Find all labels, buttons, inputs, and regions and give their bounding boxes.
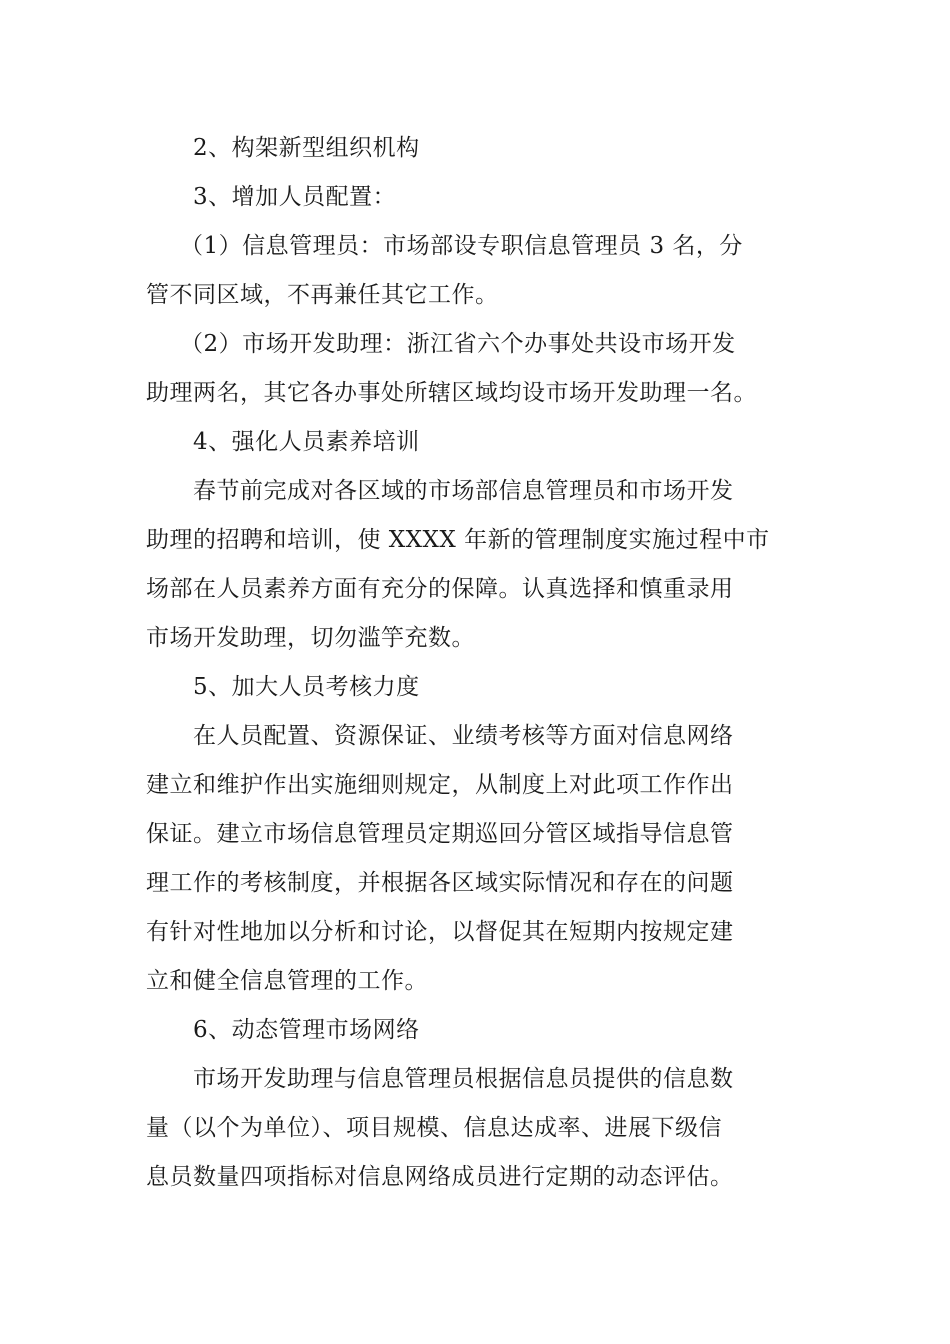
paragraph-line: 有针对性地加以分析和讨论，以督促其在短期内按规定建 bbox=[146, 919, 734, 945]
paragraph-line: 理工作的考核制度，并根据各区域实际情况和存在的问题 bbox=[146, 870, 734, 896]
paragraph-line: 助理的招聘和培训，使 XXXX 年新的管理制度实施过程中市 bbox=[146, 527, 770, 553]
section-heading-3: 3、增加人员配置： bbox=[193, 184, 397, 210]
paragraph-line: 息员数量四项指标对信息网络成员进行定期的动态评估。 bbox=[146, 1164, 734, 1190]
paragraph-line: 助理两名，其它各办事处所辖区域均设市场开发助理一名。 bbox=[146, 380, 757, 406]
paragraph-line: 场部在人员素养方面有充分的保障。认真选择和慎重录用 bbox=[146, 576, 734, 602]
paragraph-line: （1）信息管理员：市场部设专职信息管理员 3 名，分 bbox=[180, 233, 743, 259]
paragraph-line: 量（以个为单位）、项目规模、信息达成率、进展下级信 bbox=[146, 1115, 722, 1141]
paragraph-line: （2）市场开发助理：浙江省六个办事处共设市场开发 bbox=[180, 331, 736, 357]
section-heading-5: 5、加大人员考核力度 bbox=[193, 674, 420, 700]
section-heading-4: 4、强化人员素养培训 bbox=[193, 429, 420, 455]
document-page bbox=[146, 124, 806, 1202]
paragraph-line: 春节前完成对各区域的市场部信息管理员和市场开发 bbox=[193, 478, 734, 504]
paragraph-line: 管不同区域，不再兼任其它工作。 bbox=[146, 282, 499, 308]
section-heading-2: 2、构架新型组织机构 bbox=[193, 135, 420, 161]
paragraph-line: 市场开发助理，切勿滥竽充数。 bbox=[146, 625, 475, 651]
paragraph-line: 保证。建立市场信息管理员定期巡回分管区域指导信息管 bbox=[146, 821, 734, 847]
paragraph-line: 市场开发助理与信息管理员根据信息员提供的信息数 bbox=[193, 1066, 734, 1092]
paragraph-line: 建立和维护作出实施细则规定，从制度上对此项工作作出 bbox=[146, 772, 734, 798]
section-heading-6: 6、动态管理市场网络 bbox=[193, 1017, 420, 1043]
paragraph-line: 在人员配置、资源保证、业绩考核等方面对信息网络 bbox=[193, 723, 734, 749]
paragraph-line: 立和健全信息管理的工作。 bbox=[146, 968, 428, 994]
